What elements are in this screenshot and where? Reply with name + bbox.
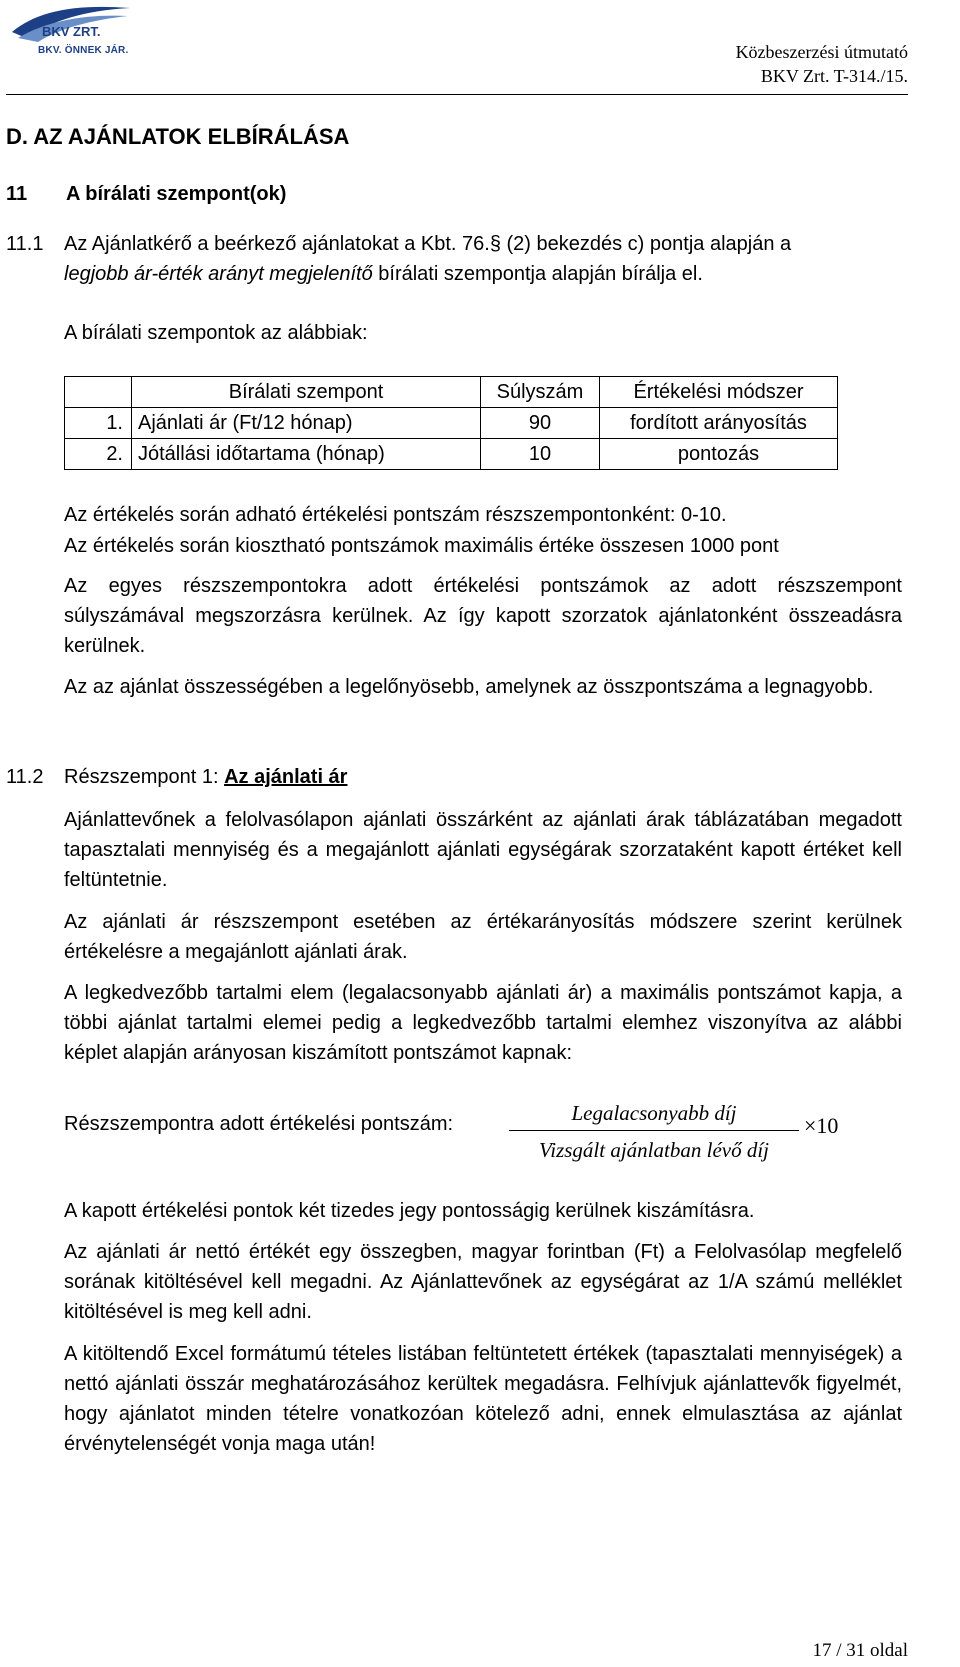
heading-11-number: 11 bbox=[6, 183, 28, 205]
criteria-table-header bbox=[65, 377, 838, 408]
paragraph-proportional-method: Az ajánlati ár részszempont esetében az értékarányosítás módszere szerint kerülnek értékelésre a megajánlott ajánlati árak. bbox=[64, 911, 902, 963]
doc-type: Közbeszerzési útmutató bbox=[735, 42, 908, 62]
paragraph-11-1-text-a: Az Ajánlatkérő a beérkező ajánlatokat a Kbt. 76.§ (2) bekezdés c) pontja alapján a bbox=[64, 233, 792, 255]
formula-denominator: Vizsgált ajánlatban lévő díj bbox=[538, 1138, 769, 1162]
row-method: pontozás bbox=[600, 439, 838, 470]
paragraph-best-element: A legkedvezőbb tartalmi elem (legalacsonyabb ajánlati ár) a maximális pontszámot kapja, a többi ajánlat tartalmi elemei pedig a legkedvezőbb tartalmi elemhez viszonyítva az alábbi képlet alapján arányosan kiszámított pontszámot kapnak: bbox=[64, 982, 902, 1064]
logo-slogan: BKV. ÖNNEK JÁR. bbox=[38, 45, 129, 56]
scoring-formula bbox=[64, 1100, 902, 1170]
table-row bbox=[65, 408, 838, 439]
header-cell-criterion: Bírálati szempont bbox=[132, 377, 481, 408]
formula-multiplier: ×10 bbox=[804, 1113, 839, 1138]
fraction-bar bbox=[509, 1130, 799, 1131]
paragraph-11-1-number: 11.1 bbox=[6, 233, 44, 255]
heading-11-2-title: Az ajánlati ár bbox=[224, 766, 348, 788]
heading-11-2-prefix: Részszempont 1: bbox=[64, 766, 225, 788]
row-weight: 10 bbox=[481, 439, 600, 470]
heading-11 bbox=[6, 183, 286, 206]
row-criterion: Ajánlati ár (Ft/12 hónap) bbox=[132, 408, 481, 439]
paragraph-decimal-precision: A kapott értékelési pontok két tizedes jegy pontosságig kerülnek kiszámításra. bbox=[64, 1200, 755, 1222]
header-cell-num bbox=[65, 377, 132, 408]
paragraph-best-offer: Az az ajánlat összességében a legelőnyösebb, amelynek az összpontszáma a legnagyobb. bbox=[64, 676, 874, 698]
paragraph-score-range: Az értékelés során adható értékelési pontszám részszempontonként: 0-10. bbox=[64, 504, 727, 526]
criteria-table bbox=[64, 376, 838, 470]
table-row bbox=[65, 439, 838, 470]
row-criterion: Jótállási időtartama (hónap) bbox=[132, 439, 481, 470]
criteria-intro: A bírálati szempontok az alábbiak: bbox=[64, 322, 368, 344]
document-header bbox=[736, 40, 908, 88]
formula-numerator: Legalacsonyabb díj bbox=[571, 1101, 737, 1125]
doc-ref: BKV Zrt. T-314./15. bbox=[760, 66, 908, 86]
row-number: 1. bbox=[65, 408, 132, 439]
row-weight: 90 bbox=[481, 408, 600, 439]
bkv-logo bbox=[8, 2, 134, 58]
paragraph-max-score: Az értékelés során kiosztható pontszámok maximális értéke összesen 1000 pont bbox=[64, 535, 779, 557]
heading-11-title: A bírálati szempont(ok) bbox=[66, 183, 287, 205]
bkv-logo-icon bbox=[8, 2, 134, 46]
paragraph-offer-price: Ajánlattevőnek a felolvasólapon ajánlati összárként az ajánlati árak táblázatában megadott tapasztalati mennyiség és a megajánlott ajánlati egységárak szorzataként kapott értéket kell feltüntetnie. bbox=[64, 809, 902, 891]
heading-11-2-number: 11.2 bbox=[6, 766, 44, 788]
paragraph-weighting: Az egyes részszempontokra adott értékelési pontszámok az adott részszempont súlyszámával megszorzásra kerülnek. Az így kapott szorzatok ajánlatonként összeadásra kerülnek. bbox=[64, 575, 902, 657]
paragraph-excel-list: A kitöltendő Excel formátumú tételes listában feltüntetett értékek (tapasztalati mennyiségek) a nettó ajánlati összár meghatározásához kerültek megadásra. Felhívjuk ajánlattevők figyelmét, hogy ajánlatot minden tételre vonatkozóan kötelező adni, ennek elmulasztása az ajánlat érvénytelenségét vonja maga után! bbox=[64, 1343, 902, 1455]
paragraph-net-value: Az ajánlati ár nettó értékét egy összegben, magyar forintban (Ft) a Felolvasólap megfelelő sorának kitöltésével kell megadni. Az Ajánlattevőnek az egységárat az 1/A számú melléklet kitöltésével is meg kell adni. bbox=[64, 1241, 902, 1323]
heading-11-2 bbox=[6, 762, 902, 792]
row-number: 2. bbox=[65, 439, 132, 470]
row-method: fordított arányosítás bbox=[600, 408, 838, 439]
paragraph-11-1 bbox=[6, 229, 902, 289]
formula-label: Részszempontra adott értékelési pontszám: bbox=[64, 1113, 454, 1135]
page-number: 17 / 31 oldal bbox=[812, 1640, 908, 1661]
formula-fraction bbox=[509, 1100, 799, 1163]
paragraph-11-1-text-c: bírálati szempontja alapján bírálja el. bbox=[378, 263, 703, 285]
header-divider bbox=[6, 94, 908, 95]
header-cell-weight: Súlyszám bbox=[481, 377, 600, 408]
section-title: D. AZ AJÁNLATOK ELBÍRÁLÁSA bbox=[6, 124, 350, 149]
svg-text:BKV ZRT.: BKV ZRT. bbox=[42, 24, 101, 39]
paragraph-11-1-italic: legjobb ár-érték arányt megjelenítő bbox=[64, 263, 373, 285]
header-cell-method: Értékelési módszer bbox=[600, 377, 838, 408]
